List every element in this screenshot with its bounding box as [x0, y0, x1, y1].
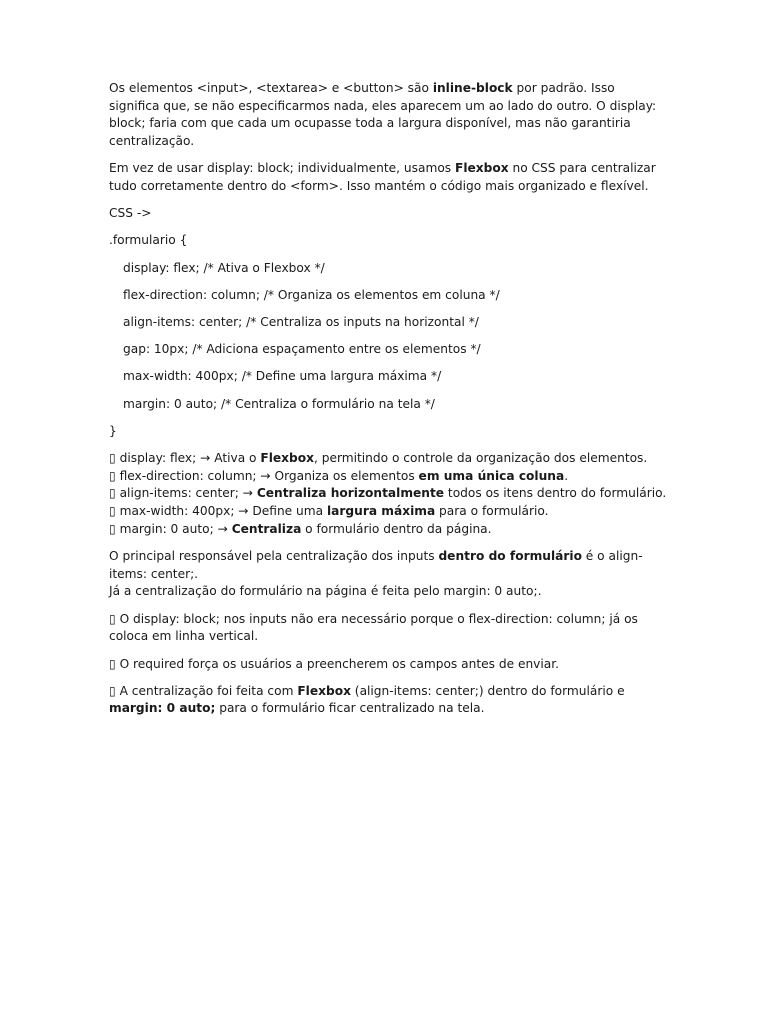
css-open-line: .formulario {	[109, 233, 188, 248]
explanation-list	[109, 450, 669, 539]
text: margin: 0 auto; →	[115, 521, 232, 536]
missing-glyph-icon: ▯	[109, 468, 116, 483]
text: (align-items: center;) dentro do formulário e	[350, 683, 625, 698]
text: O required força os usuários a preencherem os campos antes de enviar.	[115, 656, 560, 671]
text: max-width: 400px; → Define uma	[115, 504, 327, 519]
bold-text: margin: 0 auto;	[109, 701, 216, 716]
paragraph-flexbox	[109, 160, 669, 195]
note-required	[109, 656, 669, 674]
text: todos os itens dentro do formulário.	[444, 486, 667, 501]
explanation-item	[109, 503, 669, 521]
summary-line	[109, 548, 669, 583]
bold-text: Flexbox	[260, 451, 314, 466]
bold-text: largura máxima	[327, 504, 436, 519]
bold-text: inline-block	[432, 81, 513, 95]
missing-glyph-icon: ▯	[109, 486, 116, 501]
summary-paragraph	[109, 548, 669, 601]
text: o formulário dentro da página.	[301, 521, 492, 536]
missing-glyph-icon: ▯	[109, 611, 116, 626]
explanation-item	[109, 485, 669, 503]
text: para o formulário.	[435, 504, 549, 519]
text: flex-direction: column; → Organiza os elementos	[115, 468, 419, 483]
text: align-items: center; →	[115, 486, 257, 501]
css-line: margin: 0 auto; /* Centraliza o formulário na tela */	[123, 396, 435, 411]
note-display-block	[109, 611, 669, 646]
missing-glyph-icon: ▯	[109, 521, 116, 536]
css-line: align-items: center; /* Centraliza os inputs na horizontal */	[123, 315, 479, 330]
bold-text: dentro do formulário	[438, 549, 582, 564]
bold-text: Flexbox	[297, 683, 351, 698]
missing-glyph-icon: ▯	[109, 656, 116, 671]
document-page	[109, 80, 669, 728]
text: para o formulário ficar centralizado na tela.	[215, 701, 485, 716]
text: no CSS para centralizar tudo corretamente dentro do <form>. Isso mantém o código mais organizado e flexível.	[109, 161, 656, 194]
text: é o align-items: center;.	[109, 549, 643, 581]
text: Os elementos <input>, <textarea> e <button> são	[109, 81, 433, 95]
missing-glyph-icon: ▯	[109, 504, 116, 519]
explanation-item	[109, 521, 669, 539]
css-line: max-width: 400px; /* Define uma largura máxima */	[123, 369, 442, 384]
summary-line: Já a centralização do formulário na página é feita pelo margin: 0 auto;.	[109, 584, 542, 599]
text: , permitindo o controle da organização dos elementos.	[313, 451, 648, 466]
css-label: CSS ->	[109, 206, 152, 221]
bold-text: Centraliza	[231, 521, 302, 536]
text: display: flex; → Ativa o	[115, 451, 261, 466]
text: Em vez de usar display: block; individualmente, usamos	[109, 161, 456, 176]
note-centralization	[109, 683, 669, 718]
css-line: display: flex; /* Ativa o Flexbox */	[123, 260, 325, 275]
missing-glyph-icon: ▯	[109, 451, 116, 466]
bold-text: em uma única coluna	[418, 468, 565, 483]
css-line: gap: 10px; /* Adiciona espaçamento entre os elementos */	[123, 342, 481, 357]
bold-text: Flexbox	[455, 161, 509, 176]
text: A centralização foi feita com	[115, 683, 298, 698]
missing-glyph-icon: ▯	[109, 683, 116, 698]
text: .	[564, 468, 569, 483]
explanation-item	[109, 450, 669, 468]
text: O principal responsável pela centralização dos inputs	[109, 549, 439, 564]
bold-text: Centraliza horizontalmente	[256, 486, 445, 501]
paragraph-inline-block	[109, 80, 669, 151]
text: O display: block; nos inputs não era necessário porque o flex-direction: column; já os coloca em linha vertical.	[109, 611, 638, 644]
explanation-item	[109, 468, 669, 486]
css-line: flex-direction: column; /* Organiza os elementos em coluna */	[123, 287, 500, 302]
text: por padrão. Isso significa que, se não especificarmos nada, eles aparecem um ao lado do outro. O display: block; faria com que cada um ocupasse toda a largura disponível, mas não garantiria centralização.	[109, 81, 657, 149]
css-close-line: }	[109, 423, 117, 438]
